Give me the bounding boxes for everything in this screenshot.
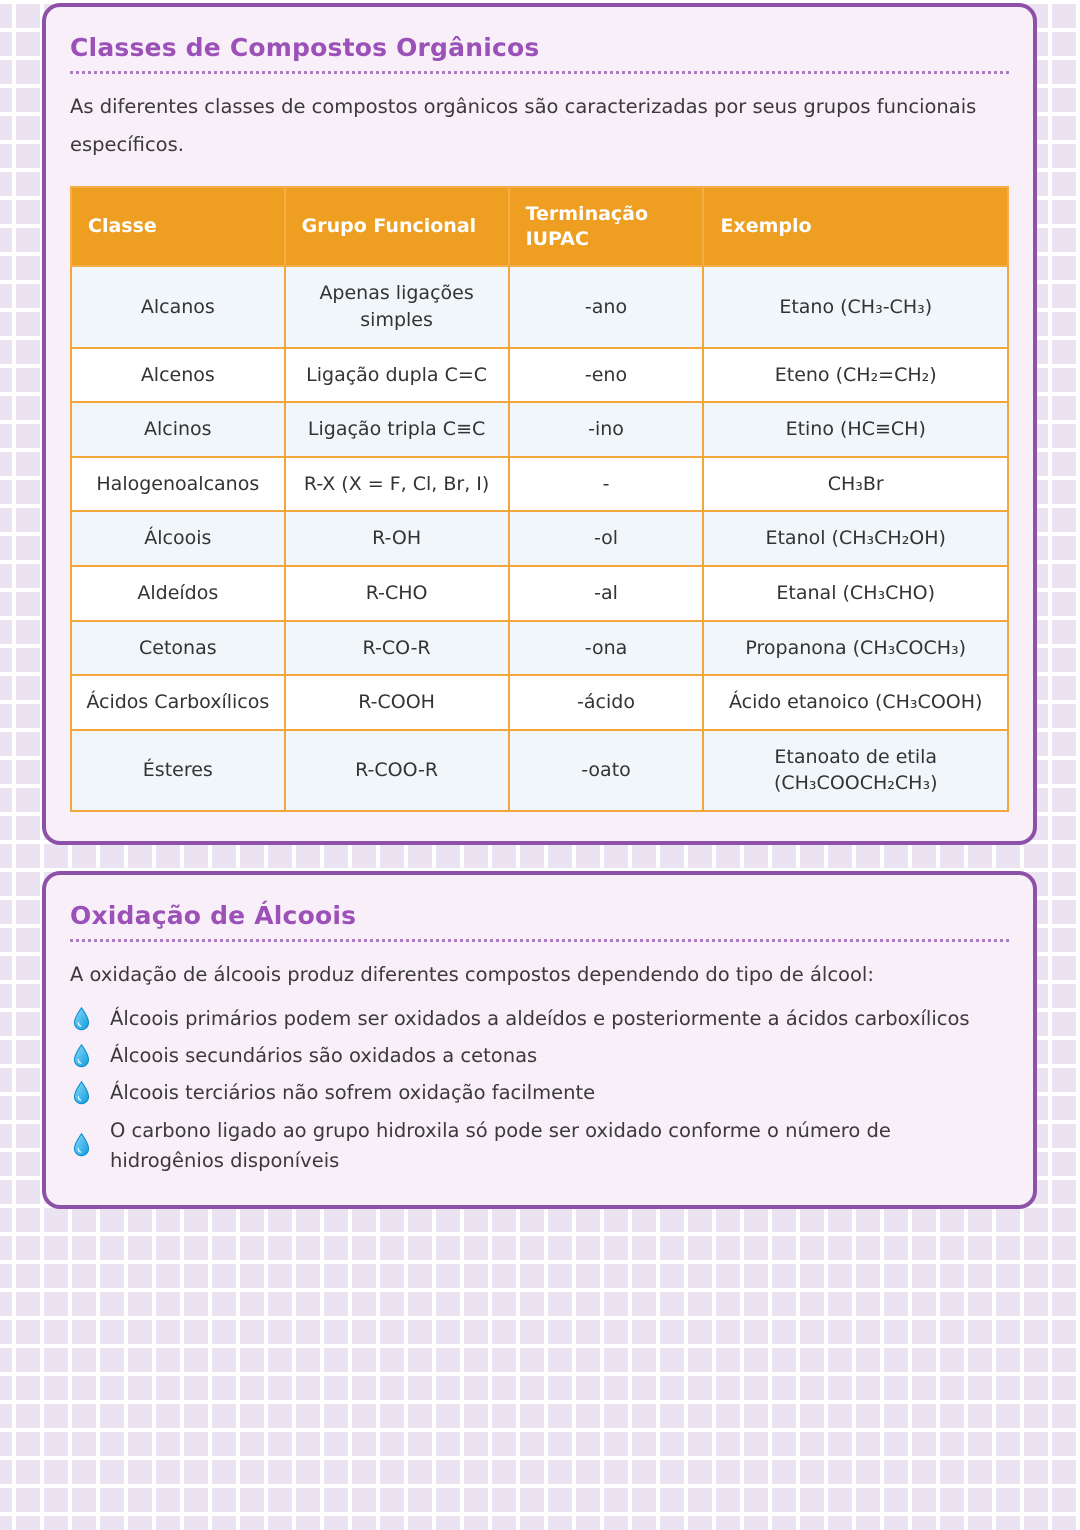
table-cell: Etino (HC≡CH) [703,402,1008,457]
table-cell: Aldeídos [71,566,285,621]
functional-groups-table [70,186,1009,812]
oxidation-bullet-text: Álcoois primários podem ser oxidados a aldeídos e posteriormente a ácidos carboxílicos [110,1007,970,1031]
oxidation-bullet-list [70,1004,1009,1176]
table-cell: -al [509,566,704,621]
table-header-row [71,187,1008,266]
oxidation-bullet-text: Álcoois terciários não sofrem oxidação facilmente [110,1081,596,1105]
oxidation-bullet-item [70,1004,1009,1034]
classes-card [42,3,1037,845]
table-row [71,511,1008,566]
table-cell: R-CO-R [285,621,509,676]
oxidation-bullet-item [70,1116,1009,1176]
table-cell: Ésteres [71,730,285,811]
table-cell: R-CHO [285,566,509,621]
oxidation-bullet-item [70,1078,1009,1108]
table-header-cell: Classe [71,187,285,266]
dotted-divider [70,71,1009,74]
water-drop-icon [72,1044,91,1069]
table-cell: Cetonas [71,621,285,676]
table-row [71,457,1008,512]
table-cell: -ano [509,266,704,347]
table-row [71,266,1008,347]
table-row [71,621,1008,676]
table-cell: R-X (X = F, Cl, Br, I) [285,457,509,512]
table-header-cell: Exemplo [703,187,1008,266]
table-cell: -ino [509,402,704,457]
table-cell: -ol [509,511,704,566]
table-cell: -oato [509,730,704,811]
dotted-divider [70,939,1009,942]
classes-card-title: Classes de Compostos Orgânicos [70,33,540,62]
table-cell: Etanal (CH₃CHO) [703,566,1008,621]
table-cell: Etanol (CH₃CH₂OH) [703,511,1008,566]
table-cell: R-OH [285,511,509,566]
classes-intro-text: As diferentes classes de compostos orgânicos são caracterizadas por seus grupos funcionais específicos. [70,95,977,157]
water-drop-icon [72,1081,91,1106]
water-drop-icon [72,1007,91,1032]
table-cell: Eteno (CH₂=CH₂) [703,348,1008,403]
table-cell: CH₃Br [703,457,1008,512]
table-cell: Ácidos Carboxílicos [71,675,285,730]
oxidation-intro-text: A oxidação de álcoois produz diferentes compostos dependendo do tipo de álcool: [70,963,874,986]
table-row [71,730,1008,811]
table-cell: Etanoato de etila (CH₃COOCH₂CH₃) [703,730,1008,811]
table-row [71,348,1008,403]
table-header-cell: Terminação IUPAC [509,187,704,266]
table-cell: Ligação tripla C≡C [285,402,509,457]
water-drop-icon [72,1133,91,1158]
oxidation-bullet-text: Álcoois secundários são oxidados a cetonas [110,1044,538,1068]
table-cell: Propanona (CH₃COCH₃) [703,621,1008,676]
table-cell: Álcoois [71,511,285,566]
table-cell: -ácido [509,675,704,730]
table-cell: R-COOH [285,675,509,730]
table-row [71,675,1008,730]
table-cell: Ácido etanoico (CH₃COOH) [703,675,1008,730]
table-cell: Alcenos [71,348,285,403]
table-cell: Ligação dupla C=C [285,348,509,403]
table-header-cell: Grupo Funcional [285,187,509,266]
oxidation-bullet-item [70,1041,1009,1071]
table-cell: - [509,457,704,512]
oxidation-card-title: Oxidação de Álcoois [70,901,357,930]
table-body [71,266,1008,811]
table-row [71,566,1008,621]
table-row [71,402,1008,457]
table-cell: -eno [509,348,704,403]
table-cell: Halogenoalcanos [71,457,285,512]
oxidation-card [42,871,1037,1209]
table-cell: Etano (CH₃-CH₃) [703,266,1008,347]
table-cell: R-COO-R [285,730,509,811]
table-cell: Alcanos [71,266,285,347]
oxidation-bullet-text: O carbono ligado ao grupo hidroxila só pode ser oxidado conforme o número de hidrogênios disponíveis [110,1118,891,1172]
table-cell: Alcinos [71,402,285,457]
table-cell: -ona [509,621,704,676]
table-cell: Apenas ligações simples [285,266,509,347]
